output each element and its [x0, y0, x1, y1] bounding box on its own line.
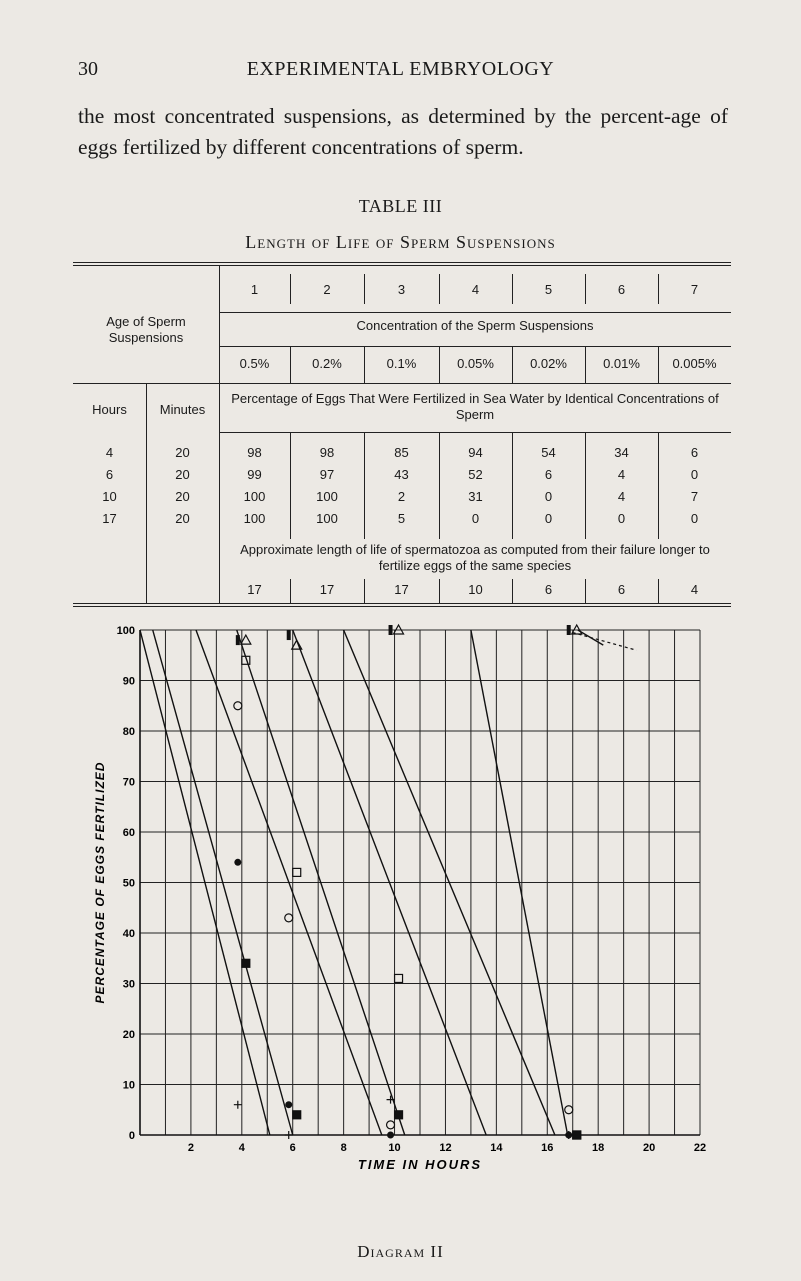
minutes-cell: 20	[175, 467, 190, 482]
marker-series-4	[293, 868, 301, 876]
concentration-label: 0.05%	[457, 356, 494, 371]
diagram-caption: Diagram II	[357, 1242, 444, 1261]
percentage-cell: 4	[617, 489, 626, 504]
percentage-cell: 5	[397, 511, 406, 526]
column-number: 7	[690, 282, 699, 297]
concentration-label: 0.01%	[603, 356, 640, 371]
percentage-cell: 0	[617, 511, 626, 526]
table-rule-bottom	[73, 603, 731, 604]
percentage-cell: 0	[544, 511, 553, 526]
percentage-cell: 0	[544, 489, 553, 504]
running-head: EXPERIMENTAL EMBRYOLOGY	[246, 58, 555, 80]
diagram-ii	[90, 620, 720, 1240]
x-tick-label: 4	[238, 1142, 245, 1154]
x-tick-label: 2	[187, 1142, 194, 1154]
concentration-label: 0.2%	[312, 356, 342, 371]
percentage-cell: 97	[319, 467, 335, 482]
table-rule-pct	[219, 346, 731, 347]
percentage-chart	[90, 620, 720, 1240]
marker-series-5	[387, 1132, 394, 1139]
marker-series-6	[242, 959, 250, 967]
table-caption: Length of Life of Sperm Suspensions	[245, 232, 556, 252]
y-tick-label: 20	[122, 1029, 135, 1041]
concentration-label: 0.005%	[672, 356, 717, 371]
x-tick-label: 12	[439, 1142, 452, 1154]
percentage-cell: 0	[690, 511, 699, 526]
concentration-label: 0.5%	[239, 356, 270, 371]
marker-series-3	[234, 702, 242, 710]
minutes-cell: 20	[175, 489, 190, 504]
percentage-cell: 43	[394, 467, 409, 482]
table-rule-data	[219, 432, 731, 433]
column-number: 2	[323, 282, 331, 297]
x-tick-label: 8	[340, 1142, 347, 1154]
marker-series-3	[387, 1121, 395, 1129]
marker-series-1	[287, 630, 291, 640]
y-tick-label: 40	[122, 928, 135, 940]
marker-series-4	[395, 974, 403, 982]
table-vline-age	[219, 265, 220, 603]
column-number: 5	[544, 282, 553, 297]
percentage-cell: 7	[690, 489, 699, 504]
x-tick-label: 20	[642, 1142, 656, 1154]
approx-length-cell: 17	[394, 582, 409, 597]
marker-series-1	[236, 635, 240, 645]
minutes-cell: 20	[175, 511, 190, 526]
data-table	[73, 262, 731, 610]
y-tick-label: 70	[122, 776, 135, 789]
marker-series-5	[234, 859, 241, 866]
minutes-cell: 20	[175, 445, 190, 460]
marker-series-3	[285, 914, 293, 922]
hours-cell: 17	[102, 511, 117, 526]
y-tick-label: 50	[122, 877, 135, 890]
approx-length-cell: 17	[247, 582, 262, 597]
x-tick-label: 16	[541, 1142, 554, 1154]
y-tick-label: 30	[122, 978, 135, 991]
percentage-cell: 0	[471, 511, 480, 526]
percentage-header: Percentage of Eggs That Were Fertilized in Sea Water by Identical Concentrations of Sperm	[231, 391, 719, 422]
concentration-label: 0.02%	[530, 356, 567, 371]
marker-series-1	[389, 625, 393, 635]
y-tick-label: 10	[122, 1079, 135, 1092]
marker-series-6	[293, 1111, 301, 1119]
percentage-cell: 98	[319, 445, 335, 460]
y-axis-label: PERCENTAGE OF EGGS FERTILIZED	[93, 761, 107, 1004]
hours-cell: 6	[105, 467, 114, 482]
percentage-cell: 52	[468, 467, 483, 482]
percentage-cell: 6	[690, 445, 699, 460]
y-tick-label: 90	[122, 675, 135, 688]
hours-cell: 4	[105, 445, 114, 460]
percentage-cell: 94	[468, 445, 483, 460]
percentage-cell: 6	[544, 467, 553, 482]
percentage-cell: 100	[243, 489, 266, 504]
table-rule-bottom-inner	[73, 606, 731, 607]
approx-length-cell: 6	[544, 582, 553, 597]
x-tick-label: 10	[388, 1142, 401, 1154]
approx-length-cell: 6	[617, 582, 626, 597]
table-title: TABLE III	[358, 196, 443, 216]
marker-series-1	[567, 625, 571, 635]
marker-series-7	[234, 1101, 242, 1109]
marker-series-7	[565, 1131, 573, 1139]
percentage-cell: 100	[316, 489, 338, 504]
intro-paragraph: the most concentrated suspensions, as determined by the percent-age of eggs fertilized by different concentrations of sperm.	[78, 104, 728, 159]
marker-series-5	[285, 1101, 292, 1108]
percentage-cell: 54	[541, 445, 556, 460]
note-approx-length: Approximate length of life of spermatozoa as computed from their failure longer to fertilize eggs of the same species	[240, 542, 710, 573]
page-header	[0, 58, 801, 90]
percentage-cell: 99	[247, 467, 262, 482]
x-axis-label: TIME IN HOURS	[357, 1157, 483, 1172]
approx-length-cell: 10	[468, 582, 483, 597]
y-tick-label: 80	[122, 726, 135, 738]
percentage-cell: 2	[397, 489, 406, 504]
x-tick-label: 22	[693, 1142, 707, 1154]
x-tick-label: 14	[490, 1142, 503, 1154]
column-number: 3	[397, 282, 406, 297]
marker-series-6	[573, 1131, 581, 1139]
x-tick-label: 18	[592, 1142, 605, 1154]
concentration-header: Concentration of the Sperm Suspensions	[356, 318, 594, 333]
percentage-cell: 4	[617, 467, 626, 482]
percentage-cell: 0	[690, 467, 699, 482]
approx-length-cell: 4	[690, 582, 699, 597]
table-rule-top-inner	[73, 265, 731, 266]
hours-header: Hours	[92, 402, 127, 417]
percentage-cell: 100	[243, 511, 266, 526]
column-number: 4	[471, 282, 480, 297]
marker-series-6	[395, 1111, 403, 1119]
x-tick-label: 6	[289, 1142, 296, 1154]
concentration-label: 0.1%	[386, 356, 417, 371]
percentage-cell: 31	[468, 489, 483, 504]
percentage-cell: 98	[247, 445, 262, 460]
percentage-cell: 85	[394, 445, 409, 460]
page-number: 30	[78, 58, 98, 80]
column-number: 1	[250, 282, 259, 297]
percentage-cell: 100	[316, 511, 338, 526]
column-number: 6	[617, 282, 626, 297]
hours-cell: 10	[102, 489, 117, 504]
percentage-cell: 34	[614, 445, 629, 460]
decline-curve-dashed	[573, 633, 637, 651]
approx-length-cell: 17	[319, 582, 335, 597]
table-rule-conc	[219, 312, 731, 313]
marker-series-3	[565, 1106, 573, 1114]
table-rule-time	[73, 383, 731, 384]
y-tick-label: 100	[116, 625, 135, 637]
y-tick-label: 60	[122, 827, 135, 839]
y-tick-label: 0	[128, 1130, 135, 1142]
age-header: Age of Sperm Suspensions	[106, 314, 186, 345]
table-rule-top	[73, 262, 731, 263]
minutes-header: Minutes	[159, 402, 206, 417]
